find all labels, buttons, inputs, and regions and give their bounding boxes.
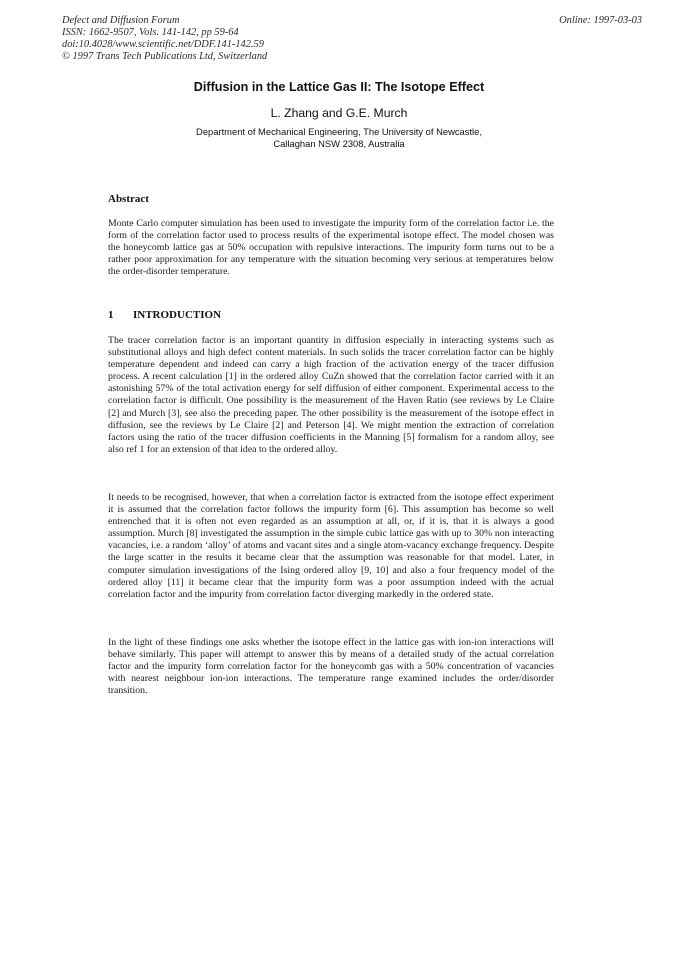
- journal-name: Defect and Diffusion Forum: [62, 15, 180, 26]
- issn-line: ISSN: 1662-9507, Vols. 141-142, pp 59-64: [62, 27, 239, 38]
- online-date: Online: 1997-03-03: [559, 15, 642, 26]
- paper-authors: L. Zhang and G.E. Murch: [270, 106, 408, 120]
- copyright-line: © 1997 Trans Tech Publications Ltd, Switzerland: [62, 51, 268, 62]
- abstract-text: Monte Carlo computer simulation has been used to investigate the impurity form of the correlation factor i.e. the form of the correlation factor used to process results of the experimental isotope effect. The model chosen was the honeycomb lattice gas at 50% occupation with repulsive interactions. The impurity form turns out to be a rather poor approximation for any temperature with the situation becoming very serious at temperatures below the order-disorder temperature.: [108, 218, 554, 278]
- journal-header: [62, 15, 267, 63]
- section-title: INTRODUCTION: [133, 309, 222, 321]
- intro-paragraph: The tracer correlation factor is an important quantity in diffusion especially in interacting systems such as substitutional alloys and high defect content materials. In such solids the tracer correlation factor can be highly temperature dependent and indeed can carry a high fraction of the activation energy of the tracer diffusion process. A recent calculation [1] in the ordered alloy CuZn showed that the correlation factor carried with it an astonishing 57% of the total activation energy for self diffusion of either component. Experimental access to the correlation factor is difficult. One possibility is the measurement of the Haven Ratio (see reviews by Le Claire [2] and Murch [3], see also the preceding paper. The other possibility is the measurement of the isotope effect in diffusion, see the reviews by Le Claire [2] and Peterson [4]. We might mention the extraction of correlation factors using the ratio of the tracer diffusion coefficients in the Manning [5] formalism for a random alloy, see also ref 1 for an extension of that idea to the ordered alloy.: [108, 335, 554, 455]
- abstract-heading: Abstract: [108, 193, 149, 205]
- abstract-block: [108, 218, 554, 278]
- author-affiliation: [0, 126, 678, 150]
- intro-paragraph: It needs to be recognised, however, that when a correlation factor is extracted from the isotope effect experiment it is assumed that the correlation factor follows the impurity form [6]. This assumption has become so well entrenched that it is often not even regarded as an assumption at all, or, if it is, that it is always a good assumption. Murch [8] investigated the assumption in the simple cubic lattice gas with up to 30% non interacting vacancies, i.e. a random ‘alloy’ of atoms and vacant sites and a single atom-vacancy exchange frequency. Despite the large scatter in the results it became clear that the assumption was reasonable for that model. Later, in computer simulation investigations of the Ising ordered alloy [9, 10] and also a four frequency model of the ordered alloy [11] it became clear that the impurity form was a poor assumption indeed with the actual correlation factor and the impurity from correlation factor diverging markedly in the ordered state.: [108, 492, 554, 600]
- doi-line: doi:10.4028/www.scientific.net/DDF.141-142.59: [62, 39, 264, 50]
- paper-title: Diffusion in the Lattice Gas II: The Isotope Effect: [193, 80, 485, 94]
- intro-paragraph-1-block: [108, 335, 554, 456]
- intro-paragraph-3-block: [108, 637, 554, 697]
- affiliation-line-2: Callaghan NSW 2308, Australia: [273, 138, 405, 149]
- abstract-heading-block: [108, 193, 554, 205]
- section-number: 1: [108, 309, 114, 321]
- intro-paragraph-2-block: [108, 492, 554, 601]
- intro-paragraph: In the light of these findings one asks whether the isotope effect in the lattice gas with ion-ion interactions will behave similarly. This paper will attempt to answer this by means of a detailed study of the actual correlation factor and the impurity form correlation factor for the honeycomb gas with a 50% concentration of vacancies with nearest neighbour ion-ion interactions. The temperature range examined includes the order/disorder transition.: [108, 637, 554, 697]
- affiliation-line-1: Department of Mechanical Engineering, The University of Newcastle,: [196, 126, 482, 137]
- section-heading: [108, 309, 554, 321]
